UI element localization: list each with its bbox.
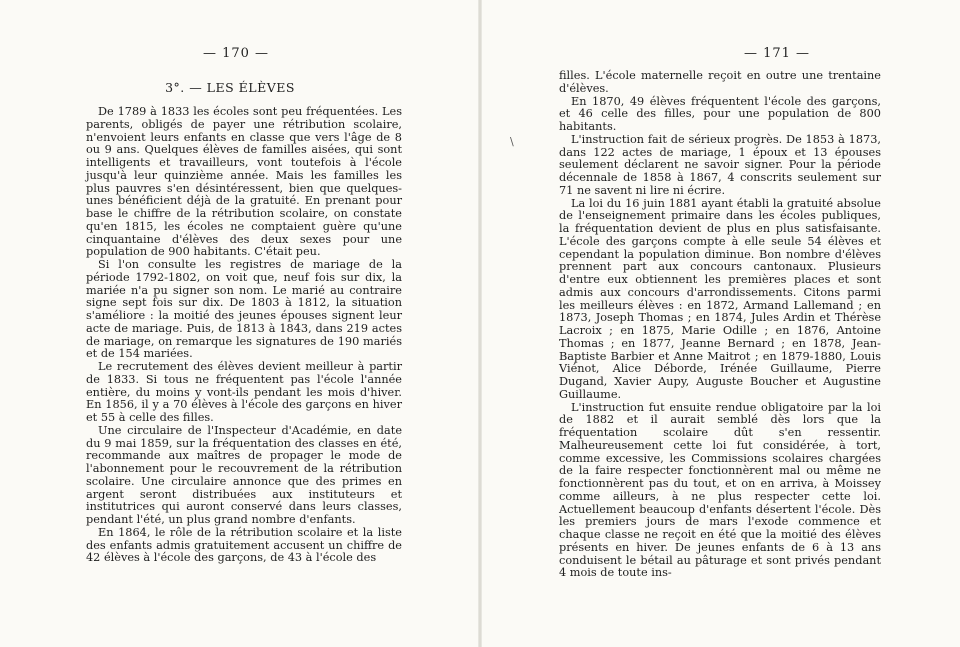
paragraph: En 1864, le rôle de la rétribution scolaire et la liste des enfants admis gratuitement accusent un chiffre de 42 élèves à l'école des garçons, de 43 à l'école des bbox=[86, 525, 402, 565]
paragraph: Le recrutement des élèves devient meilleur à partir de 1833. Si tous ne fréquentent pas l'école l'année entière, du moins y vont-ils pendant les mois d'hiver. En 1856, il y a 70 élèves à l'école des garçons en hiver et 55 à celle des filles. bbox=[86, 360, 402, 424]
paragraph: Si l'on consulte les registres de mariage de la période 1792-1802, on voit que, neuf fois sur dix, la mariée n'a pu signer son nom. Le marié au contraire signe sept fois sur dix. De 1803 à 1812, la situation s'améliore : la moitié des jeunes épouses signent leur acte de mariage. Puis, de 1813 à 1843, dans 219 actes de mariage, on remarque les signatures de 190 mariés et de 154 mariées. bbox=[86, 258, 402, 361]
margin-mark: \ bbox=[510, 135, 514, 148]
paragraph: De 1789 à 1833 les écoles sont peu fréquentées. Les parents, obligés de payer une rétribution scolaire, n'envoient leurs enfants en classe que vers l'âge de 8 ou 9 ans. Quelques élèves de familles aisées, qui sont intelligents et travailleurs, vont toutefois à l'école jusqu'à leur quinzième année. Mais les familles les plus pauvres s'en désintéressent, bien que quelques-unes bénéficient déjà de la gratuité. En prenant pour base le chiffre de la rétribution scolaire, on constate qu'en 1815, les écoles ne comptaient guère qu'une cinquantaine d'élèves des deux sexes pour une population de 900 habitants. C'était peu. bbox=[86, 105, 402, 259]
left-text-column bbox=[86, 106, 402, 565]
page-number-right: — 171 — bbox=[743, 46, 811, 61]
paragraph-continuation: filles. L'école maternelle reçoit en outre une trentaine d'élèves. bbox=[559, 69, 881, 95]
section-heading: 3°. — LES ÉLÈVES bbox=[165, 80, 295, 95]
paragraph: La loi du 16 juin 1881 ayant établi la gratuité absolue de l'enseignement primaire dans les écoles publiques, la fréquentation devient de plus en plus satisfaisante. L'école des garçons compte à elle seule 54 élèves et cependant la population diminue. Bon nombre d'élèves prennent part aux concours cantonaux. Plusieurs d'entre eux obtiennent les premières places et sont admis aux concours d'arrondissements. Citons parmi les meilleurs élèves : en 1872, Armand Lallemand ; en 1873, Joseph Thomas ; en 1874, Jules Ardin et Thérèse Lacroix ; en 1875, Marie Odille ; en 1876, Antoine Thomas ; en 1877, Jeanne Bernard ; en 1878, Jean-Baptiste Barbier et Anne Maitrot ; en 1879-1880, Louis Viénot, Alice Déborde, Irénée Guillaume, Pierre Dugand, Xavier Aupy, Auguste Boucher et Augustine Guillaume. bbox=[559, 196, 881, 401]
right-text-column bbox=[559, 70, 881, 580]
paragraph: L'instruction fait de sérieux progrès. De 1853 à 1873, dans 122 actes de mariage, 1 époux et 13 épouses seulement déclarent ne savoir signer. Pour la période décennale de 1858 à 1867, 4 conscrits seulement sur 71 ne savent ni lire ni écrire. bbox=[559, 132, 881, 197]
right-page bbox=[480, 0, 960, 647]
paragraph: En 1870, 49 élèves fréquentent l'école des garçons, et 46 celle des filles, pour une population de 800 habitants. bbox=[559, 94, 881, 133]
paragraph: L'instruction fut ensuite rendue obligatoire par la loi de 1882 et il aurait semblé dès lors que la fréquentation scolaire dût s'en ressentir. Malheureusement cette loi fut considérée, à tort, comme excessive, les Commissions scolaires chargées de la faire respecter fonctionnèrent mal ou même ne fonctionnèrent pas du tout, et on en arriva, à Moissey comme ailleurs, à ne plus respecter cette loi. Actuellement beaucoup d'enfants désertent l'école. Dès les premiers jours de mars l'exode commence et chaque classe ne reçoit en été que la moitié des élèves présents en hiver. De jeunes enfants de 6 à 13 ans conduisent le bétail au pâturage et sont privés pendant 4 mois de toute ins- bbox=[559, 400, 881, 580]
paragraph: Une circulaire de l'Inspecteur d'Académie, en date du 9 mai 1859, sur la fréquentation des classes en été, recommande aux maîtres de propager le mode de l'abonnement pour le recouvrement de la rétribution scolaire. Une circulaire annonce que des primes en argent seront distribuées aux instituteurs et institutrices qui auront conservé dans leurs classes, pendant l'été, un plus grand nombre d'enfants. bbox=[86, 423, 402, 526]
page-number-left: — 170 — bbox=[202, 46, 270, 61]
